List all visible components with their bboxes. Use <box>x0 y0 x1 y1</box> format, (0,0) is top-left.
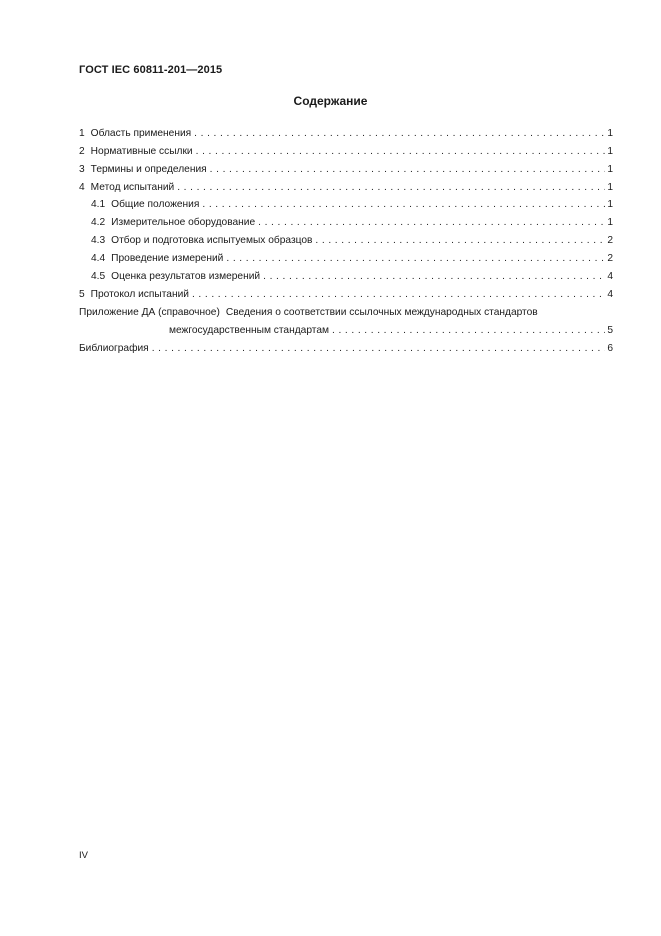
dot-leader <box>263 271 605 283</box>
dot-leader <box>177 182 605 194</box>
dot-leader <box>210 164 605 176</box>
toc-entry-label: Измерительное оборудование <box>111 217 256 229</box>
toc-entry-label: Общие положения <box>111 199 200 211</box>
toc-entry-label: Метод испытаний <box>90 181 175 193</box>
dot-leader <box>332 325 605 337</box>
dot-leader <box>226 253 605 265</box>
dot-leader <box>192 289 605 301</box>
toc-entry-5[interactable] <box>79 283 613 301</box>
toc-entry-number: 1 <box>79 127 85 139</box>
toc-entry-4-4[interactable] <box>79 247 613 265</box>
toc-title: Содержание <box>293 94 368 108</box>
toc-entry-page: 1 <box>607 217 613 229</box>
toc-bibliography-entry[interactable] <box>79 337 613 355</box>
toc-annex-entry-continued[interactable] <box>79 319 613 337</box>
toc-entry-page: 1 <box>607 163 613 175</box>
toc-entry-page: 2 <box>607 235 613 247</box>
toc-entry-page: 1 <box>607 181 613 193</box>
toc-entry-label: Отбор и подготовка испытуемых образцов <box>111 235 313 247</box>
document-code: ГОСТ IEC 60811-201—2015 <box>79 64 223 76</box>
toc-entry-2[interactable] <box>79 140 613 158</box>
toc-entry-3[interactable] <box>79 158 613 176</box>
annex-title-line1: Сведения о соответствии ссылочных международных стандартов <box>225 306 538 318</box>
toc-entry-page: 4 <box>607 271 613 283</box>
toc-entry-label: Область применения <box>90 127 192 139</box>
toc-entry-page: 1 <box>607 199 613 211</box>
toc-entry-label: Протокол испытаний <box>90 288 189 300</box>
dot-leader <box>315 235 605 247</box>
toc-entry-label: Нормативные ссылки <box>90 145 193 157</box>
toc-entry-label: Проведение измерений <box>111 253 224 265</box>
page-number: IV <box>79 850 88 861</box>
toc-entry-4-5[interactable] <box>79 265 613 283</box>
toc-entry-page: 1 <box>607 127 613 139</box>
dot-leader <box>202 199 605 211</box>
toc-entry-label: Термины и определения <box>90 163 207 175</box>
toc-entry-label: Библиография <box>79 342 149 354</box>
toc-entry-label: Оценка результатов измерений <box>111 271 261 283</box>
toc-entry-number: 3 <box>79 163 85 175</box>
toc-entry-number: 4.2 <box>91 217 106 229</box>
toc-entry-4[interactable] <box>79 176 613 194</box>
toc-entry-page: 5 <box>607 324 613 336</box>
toc-entry-page: 1 <box>607 145 613 157</box>
table-of-contents <box>79 122 613 355</box>
toc-entry-number: 4 <box>79 181 85 193</box>
toc-entry-1[interactable] <box>79 122 613 140</box>
toc-entry-number: 4.4 <box>91 253 106 265</box>
toc-entry-4-1[interactable] <box>79 194 613 212</box>
toc-entry-number: 5 <box>79 288 85 300</box>
toc-entry-number: 4.5 <box>91 271 106 283</box>
dot-leader <box>196 146 605 158</box>
toc-entry-page: 2 <box>607 253 613 265</box>
dot-leader <box>258 217 605 229</box>
toc-entry-page: 6 <box>607 342 613 354</box>
toc-annex-entry[interactable] <box>79 301 613 319</box>
toc-entry-page: 4 <box>607 288 613 300</box>
dot-leader <box>152 343 605 355</box>
dot-leader <box>194 128 605 140</box>
toc-entry-number: 2 <box>79 145 85 157</box>
toc-entry-4-2[interactable] <box>79 211 613 229</box>
toc-entry-number: 4.1 <box>91 199 106 211</box>
toc-entry-4-3[interactable] <box>79 229 613 247</box>
toc-entry-number: 4.3 <box>91 235 106 247</box>
annex-label: Приложение ДА (справочное) <box>79 306 220 318</box>
annex-title-line2: межгосударственным стандартам <box>169 324 329 336</box>
